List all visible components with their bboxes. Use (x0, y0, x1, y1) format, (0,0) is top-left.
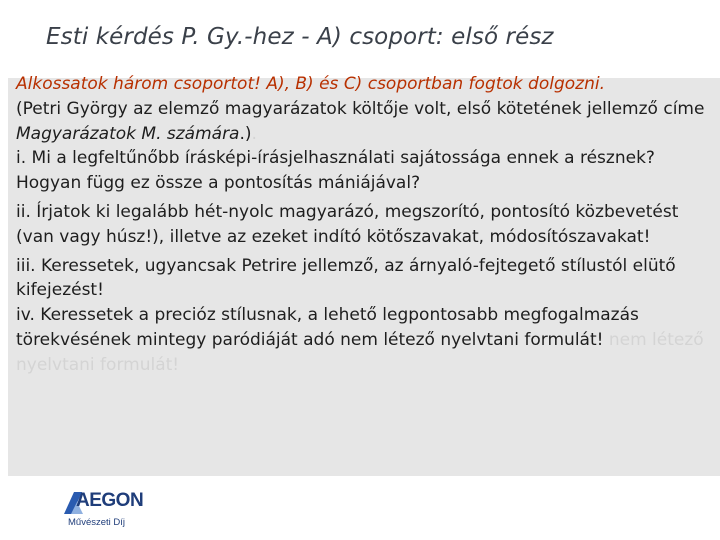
question-2 (16, 200, 711, 250)
note-text-before: (Petri György az elemző magyarázatok költője volt, első kötetének jellemző címe (16, 98, 705, 119)
question-1-text: Mi a legfeltűnőbb írásképi-írásjelhasználati sajátossága ennek a résznek? Hogyan függ ez össze a pontosítás mániájával? (16, 148, 655, 194)
petri-note (16, 97, 711, 147)
task-text (16, 72, 711, 378)
slide-title: Esti kérdés P. Gy.-hez - A) csoport: első rész (46, 24, 554, 50)
logo-subtitle: Művészeti Díj (68, 517, 126, 528)
question-2-text: Írjatok ki legalább hét-nyolc magyarázó, megszorító, pontosító közbevetést (van vagy húsz!), illetve az ezeket indító kötőszavakat, módosítószavakat! (16, 201, 679, 247)
question-4 (16, 303, 711, 377)
question-4-text: Keressetek a precióz stílusnak, a lehető legpontosabb megfogalmazás törekvésének mintegy paródiáját adó nem létező nyelvtani formulát! (16, 305, 639, 350)
question-2-number: ii. (16, 201, 31, 222)
logo-wordmark: AEGON (76, 490, 144, 511)
question-1-number: i. (16, 148, 27, 169)
question-3-text: Keressetek, ugyancsak Petrire jellemző, az árnyaló-fejtegető stílustól elütő kifejezést! (16, 255, 676, 301)
question-3 (16, 254, 711, 304)
book-title: Magyarázatok M. számára (16, 123, 240, 144)
question-4-ghost: nem létező nyelvtani formulát! (16, 329, 704, 375)
note-ghost: . (251, 123, 257, 144)
question-4-number: iv. (16, 305, 35, 326)
aegon-logo (62, 488, 152, 534)
note-text-after: .) (239, 123, 252, 144)
question-3-number: iii. (16, 255, 36, 276)
question-1 (16, 146, 711, 196)
intro-instruction: Alkossatok három csoportot! A), B) és C) csoportban fogtok dolgozni. (16, 74, 605, 94)
